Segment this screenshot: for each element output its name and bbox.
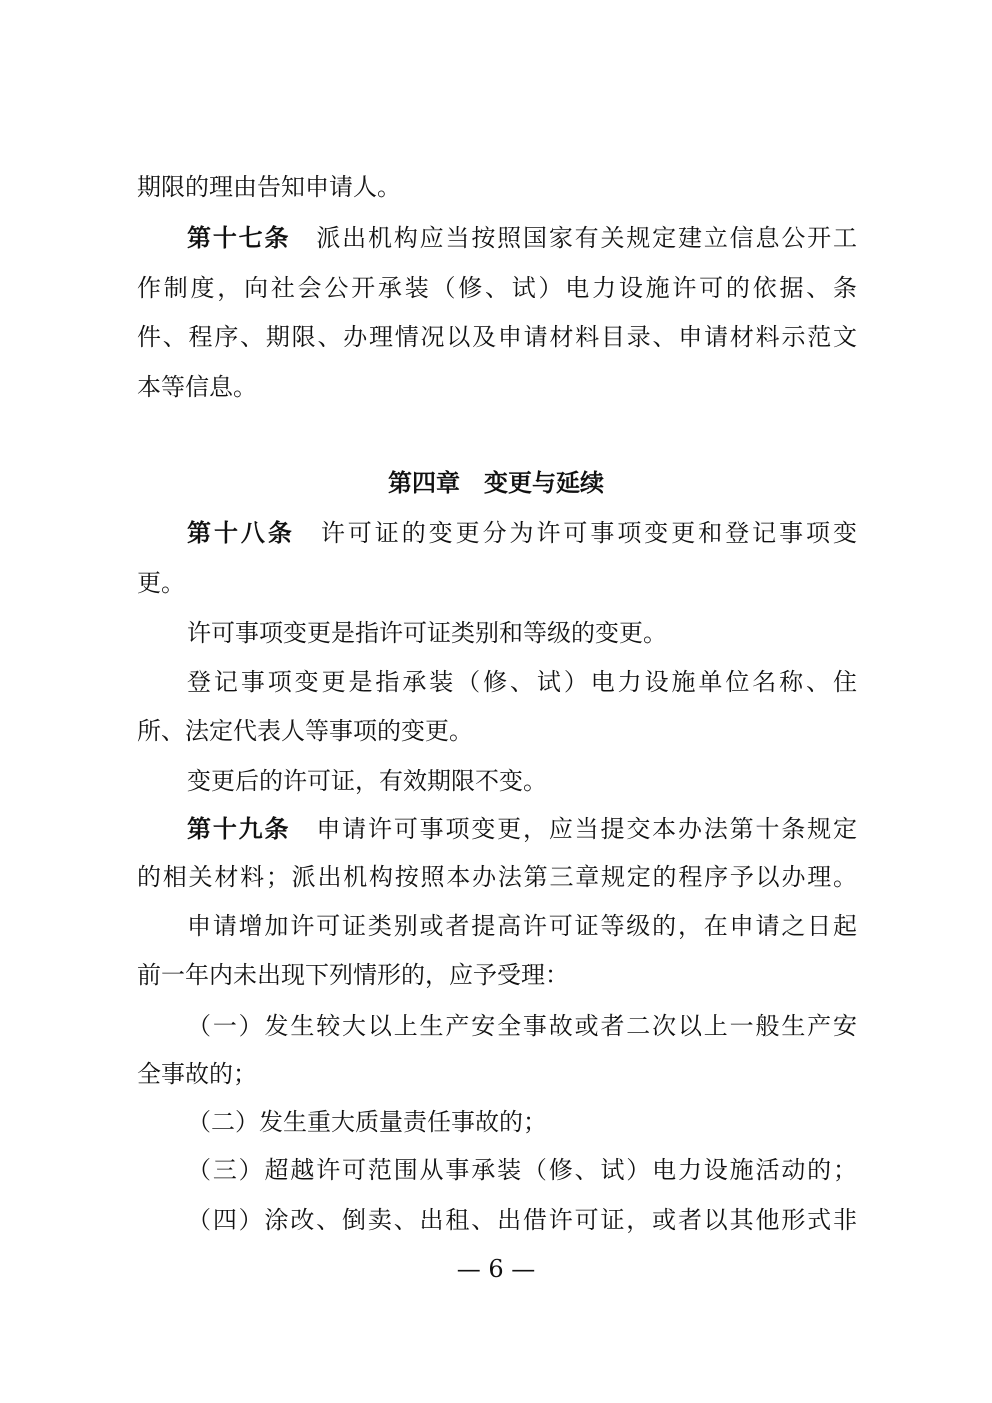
chapter-heading xyxy=(0,468,992,498)
article-18-label: 第十八条 xyxy=(187,519,295,547)
list-item: （三）超越许可范围从事承装（修、试）电力设施活动的； xyxy=(187,1156,857,1184)
text-line: 前一年内未出现下列情形的，应予受理： xyxy=(137,961,569,989)
article-17-text: 派出机构应当按照国家有关规定建立信息公开工 xyxy=(316,224,858,252)
article-18-text: 许可证的变更分为许可事项变更和登记事项变 xyxy=(320,519,858,547)
list-item: （二）发生重大质量责任事故的； xyxy=(187,1108,547,1136)
text-line: 登记事项变更是指承装（修、试）电力设施单位名称、住 xyxy=(187,668,857,696)
chapter-title: 变更与延续 xyxy=(484,469,604,497)
text-line: 本等信息。 xyxy=(137,373,257,401)
text-line: 作制度，向社会公开承装（修、试）电力设施许可的依据、条 xyxy=(137,274,857,302)
chapter-number: 第四章 xyxy=(388,469,460,497)
article-19-text: 申请许可事项变更，应当提交本办法第十条规定 xyxy=(316,815,858,843)
article-19-line-1 xyxy=(187,814,857,844)
text-line: 全事故的； xyxy=(137,1060,257,1088)
text-line: 期限的理由告知申请人。 xyxy=(137,173,401,201)
text-line: 申请增加许可证类别或者提高许可证等级的，在申请之日起 xyxy=(187,912,857,940)
page-number: — 6 — xyxy=(456,1255,536,1283)
text-line: 所、法定代表人等事项的变更。 xyxy=(137,717,473,745)
text-line: 许可事项变更是指许可证类别和等级的变更。 xyxy=(187,619,667,647)
list-item: （四）涂改、倒卖、出租、出借许可证，或者以其他形式非 xyxy=(187,1206,857,1234)
text-line: 的相关材料；派出机构按照本办法第三章规定的程序予以办理。 xyxy=(137,863,857,891)
article-19-label: 第十九条 xyxy=(187,815,291,843)
list-item: （一）发生较大以上生产安全事故或者二次以上一般生产安 xyxy=(187,1012,857,1040)
text-line: 变更后的许可证，有效期限不变。 xyxy=(187,767,547,795)
text-line: 更。 xyxy=(137,569,185,597)
article-17-line-1 xyxy=(187,223,857,253)
text-line: 件、程序、期限、办理情况以及申请材料目录、申请材料示范文 xyxy=(137,323,857,351)
article-18-line-1 xyxy=(187,518,857,548)
article-17-label: 第十七条 xyxy=(187,224,291,252)
